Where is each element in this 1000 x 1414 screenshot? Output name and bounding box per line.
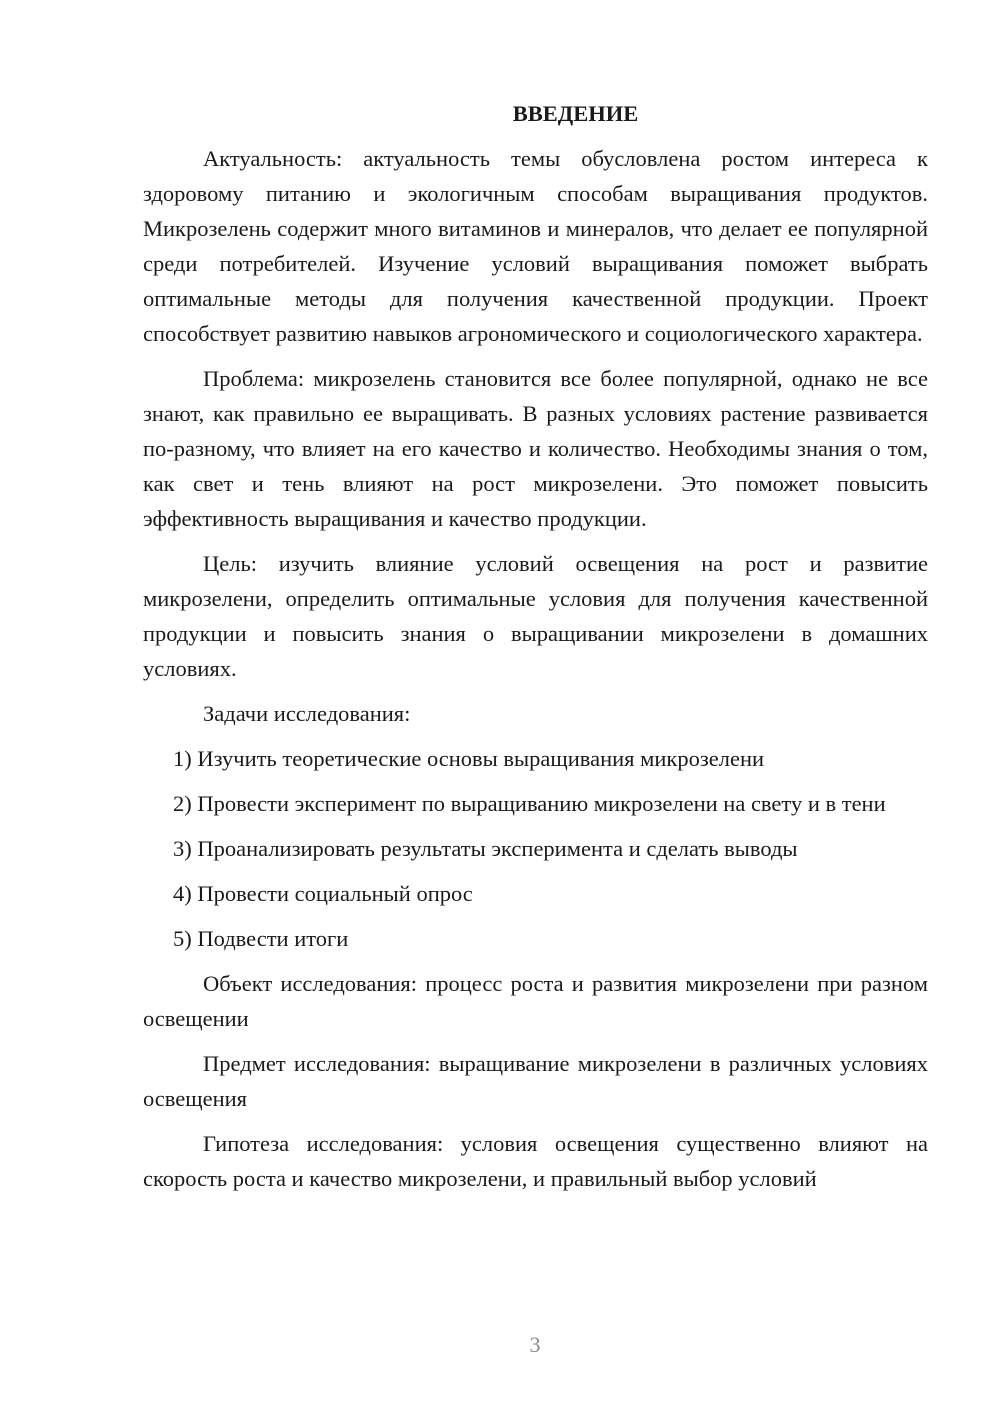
section-title: ВВЕДЕНИЕ (512, 101, 639, 126)
page-content (143, 96, 928, 1206)
page-number: 3 (529, 1332, 541, 1357)
task-item: 1) Изучить теоретические основы выращивания микрозелени (173, 746, 765, 771)
subject-paragraph: Предмет исследования: выращивание микрозелени в различных условиях освещения (143, 1051, 928, 1111)
problem-paragraph: Проблема: микрозелень становится все более популярной, однако не все знают, как правильно ее выращивать. В разных условиях растение развивается по-разному, что влияет на его качество и количество. Необходимы знания о том, как свет и тень влияют на рост микрозелени. Это поможет повысить эффективность выращивания и качество продукции. (143, 366, 928, 531)
object-paragraph: Объект исследования: процесс роста и развития микрозелени при разном освещении (143, 971, 928, 1031)
task-item: 4) Провести социальный опрос (173, 881, 473, 906)
task-item: 2) Провести эксперимент по выращиванию микрозелени на свету и в тени (173, 791, 886, 816)
goal-paragraph: Цель: изучить влияние условий освещения на рост и развитие микрозелени, определить оптимальные условия для получения качественной продукции и повысить знания о выращивании микрозелени в домашних условиях. (143, 551, 928, 681)
task-item: 3) Проанализировать результаты эксперимента и сделать выводы (173, 836, 798, 861)
hypothesis-paragraph: Гипотеза исследования: условия освещения существенно влияют на скорость роста и качество микрозелени, и правильный выбор условий (143, 1131, 928, 1191)
task-item: 5) Подвести итоги (173, 926, 349, 951)
relevance-paragraph: Актуальность: актуальность темы обусловлена ростом интереса к здоровому питанию и экологичным способам выращивания продуктов. Микрозелень содержит много витаминов и минералов, что делает ее популярной среди потребителей. Изучение условий выращивания поможет выбрать оптимальные методы для получения качественной продукции. Проект способствует развитию навыков агрономического и социологического характера. (143, 146, 928, 346)
tasks-heading: Задачи исследования: (203, 701, 411, 726)
